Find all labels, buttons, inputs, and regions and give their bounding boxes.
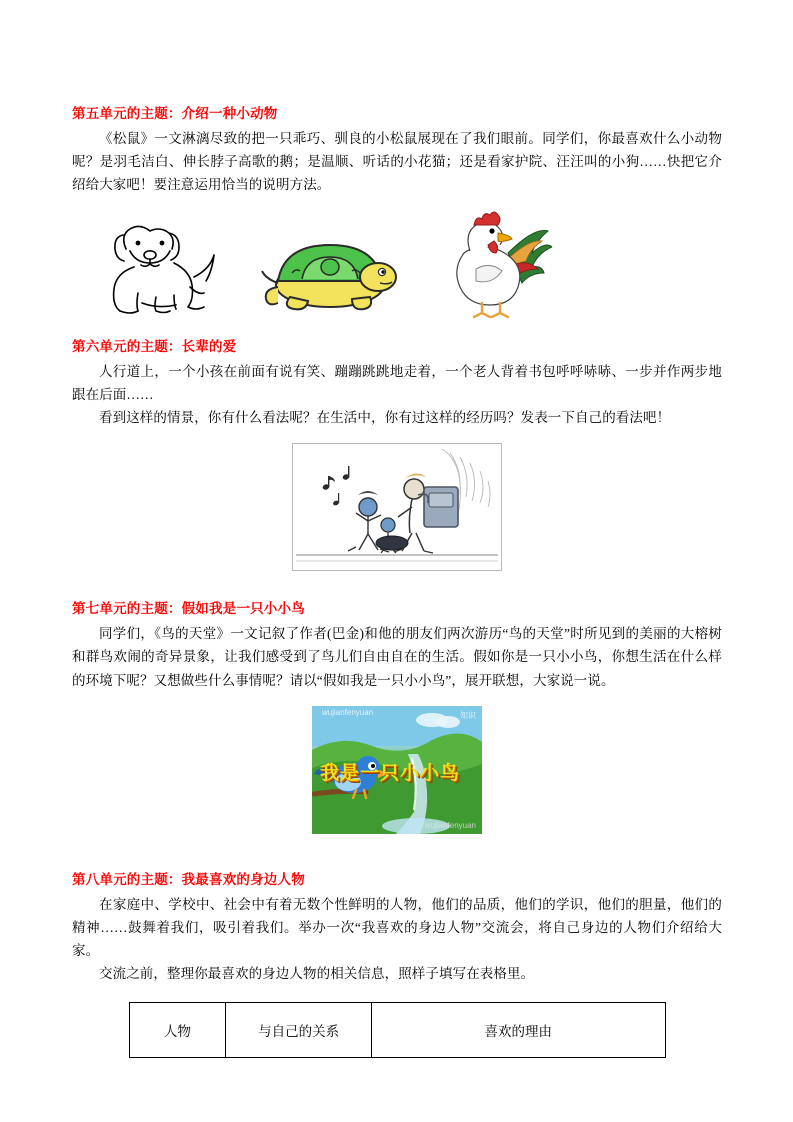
figure-row-animals	[90, 207, 722, 319]
watermark-bottom: wujianfenyuan	[424, 820, 476, 830]
dog-illustration	[90, 219, 230, 319]
section-paragraph: 在家庭中、学校中、社会中有着无数个性鲜明的人物，他们的品质，他们的学识，他们的胆量，他们的精神……鼓舞着我们，吸引着我们。举办一次“我喜欢的身边人物”交流会，将自己身边的人物们介绍给大家。	[72, 896, 722, 959]
rooster-illustration	[430, 207, 552, 319]
table-row	[129, 1002, 665, 1057]
badge-label: 知识	[460, 710, 476, 720]
figure-bird-video	[72, 706, 722, 834]
bird-video-illustration	[312, 706, 482, 834]
table-header-cell: 人物	[129, 1002, 226, 1057]
table-header-cell: 与自己的关系	[226, 1002, 372, 1057]
section-paragraph: 《松鼠》一文淋漓尽致的把一只乖巧、驯良的小松鼠展现在了我们眼前。同学们，你最喜欢什么小动物呢？是羽毛洁白、伸长脖子高歌的鹅；是温顺、听话的小花猫；还是看家护院、汪汪叫的小狗……快把它介绍给大家吧！要注意运用恰当的说明方法。	[72, 130, 722, 193]
street-scene-illustration	[292, 443, 502, 571]
section-paragraph: 看到这样的情景，你有什么看法呢？在生活中，你有过这样的经历吗？发表一下自己的看法吧！	[99, 409, 671, 425]
section-paragraph: 人行道上，一个小孩在前面有说有笑、蹦蹦跳跳地走着，一个老人背着书包呼呼哧哧、一步并作两步地跟在后面……	[72, 363, 722, 402]
watermark-top: wujianfenyuan	[322, 707, 374, 717]
section-unit-five	[72, 104, 722, 319]
section-unit-eight	[72, 870, 722, 1058]
turtle-illustration	[256, 223, 404, 319]
section-heading: 第五单元的主题：介绍一种小动物	[72, 106, 278, 121]
section-heading: 第八单元的主题：我最喜欢的身边人物	[72, 871, 305, 887]
section-unit-seven	[72, 599, 722, 834]
section-unit-six	[72, 337, 722, 572]
section-paragraph: 同学们，《鸟的天堂》一文记叙了作者(巴金)和他的朋友们两次游历“鸟的天堂”时所见到的美丽的大榕树和群鸟欢闹的奇异景象，让我们感受到了鸟儿们自由自在的生活。假如你是一只小小鸟，你想生活在什么样的环境下呢？又想做些什么事情呢？请以“假如我是一只小小鸟”，展开联想，大家说一说。	[72, 626, 722, 688]
table-header-cell: 喜欢的理由	[372, 1002, 665, 1057]
figure-street-scene	[72, 443, 722, 571]
favorite-person-table	[129, 1002, 666, 1058]
section-paragraph: 交流之前，整理你最喜欢的身边人物的相关信息，照样子填写在表格里。	[99, 966, 535, 982]
section-heading: 第七单元的主题：假如我是一只小小鸟	[72, 601, 305, 617]
bird-video-caption: 我是一只小小鸟	[320, 762, 461, 784]
document-content	[72, 104, 722, 1062]
section-heading: 第六单元的主题：长辈的爱	[72, 338, 237, 354]
